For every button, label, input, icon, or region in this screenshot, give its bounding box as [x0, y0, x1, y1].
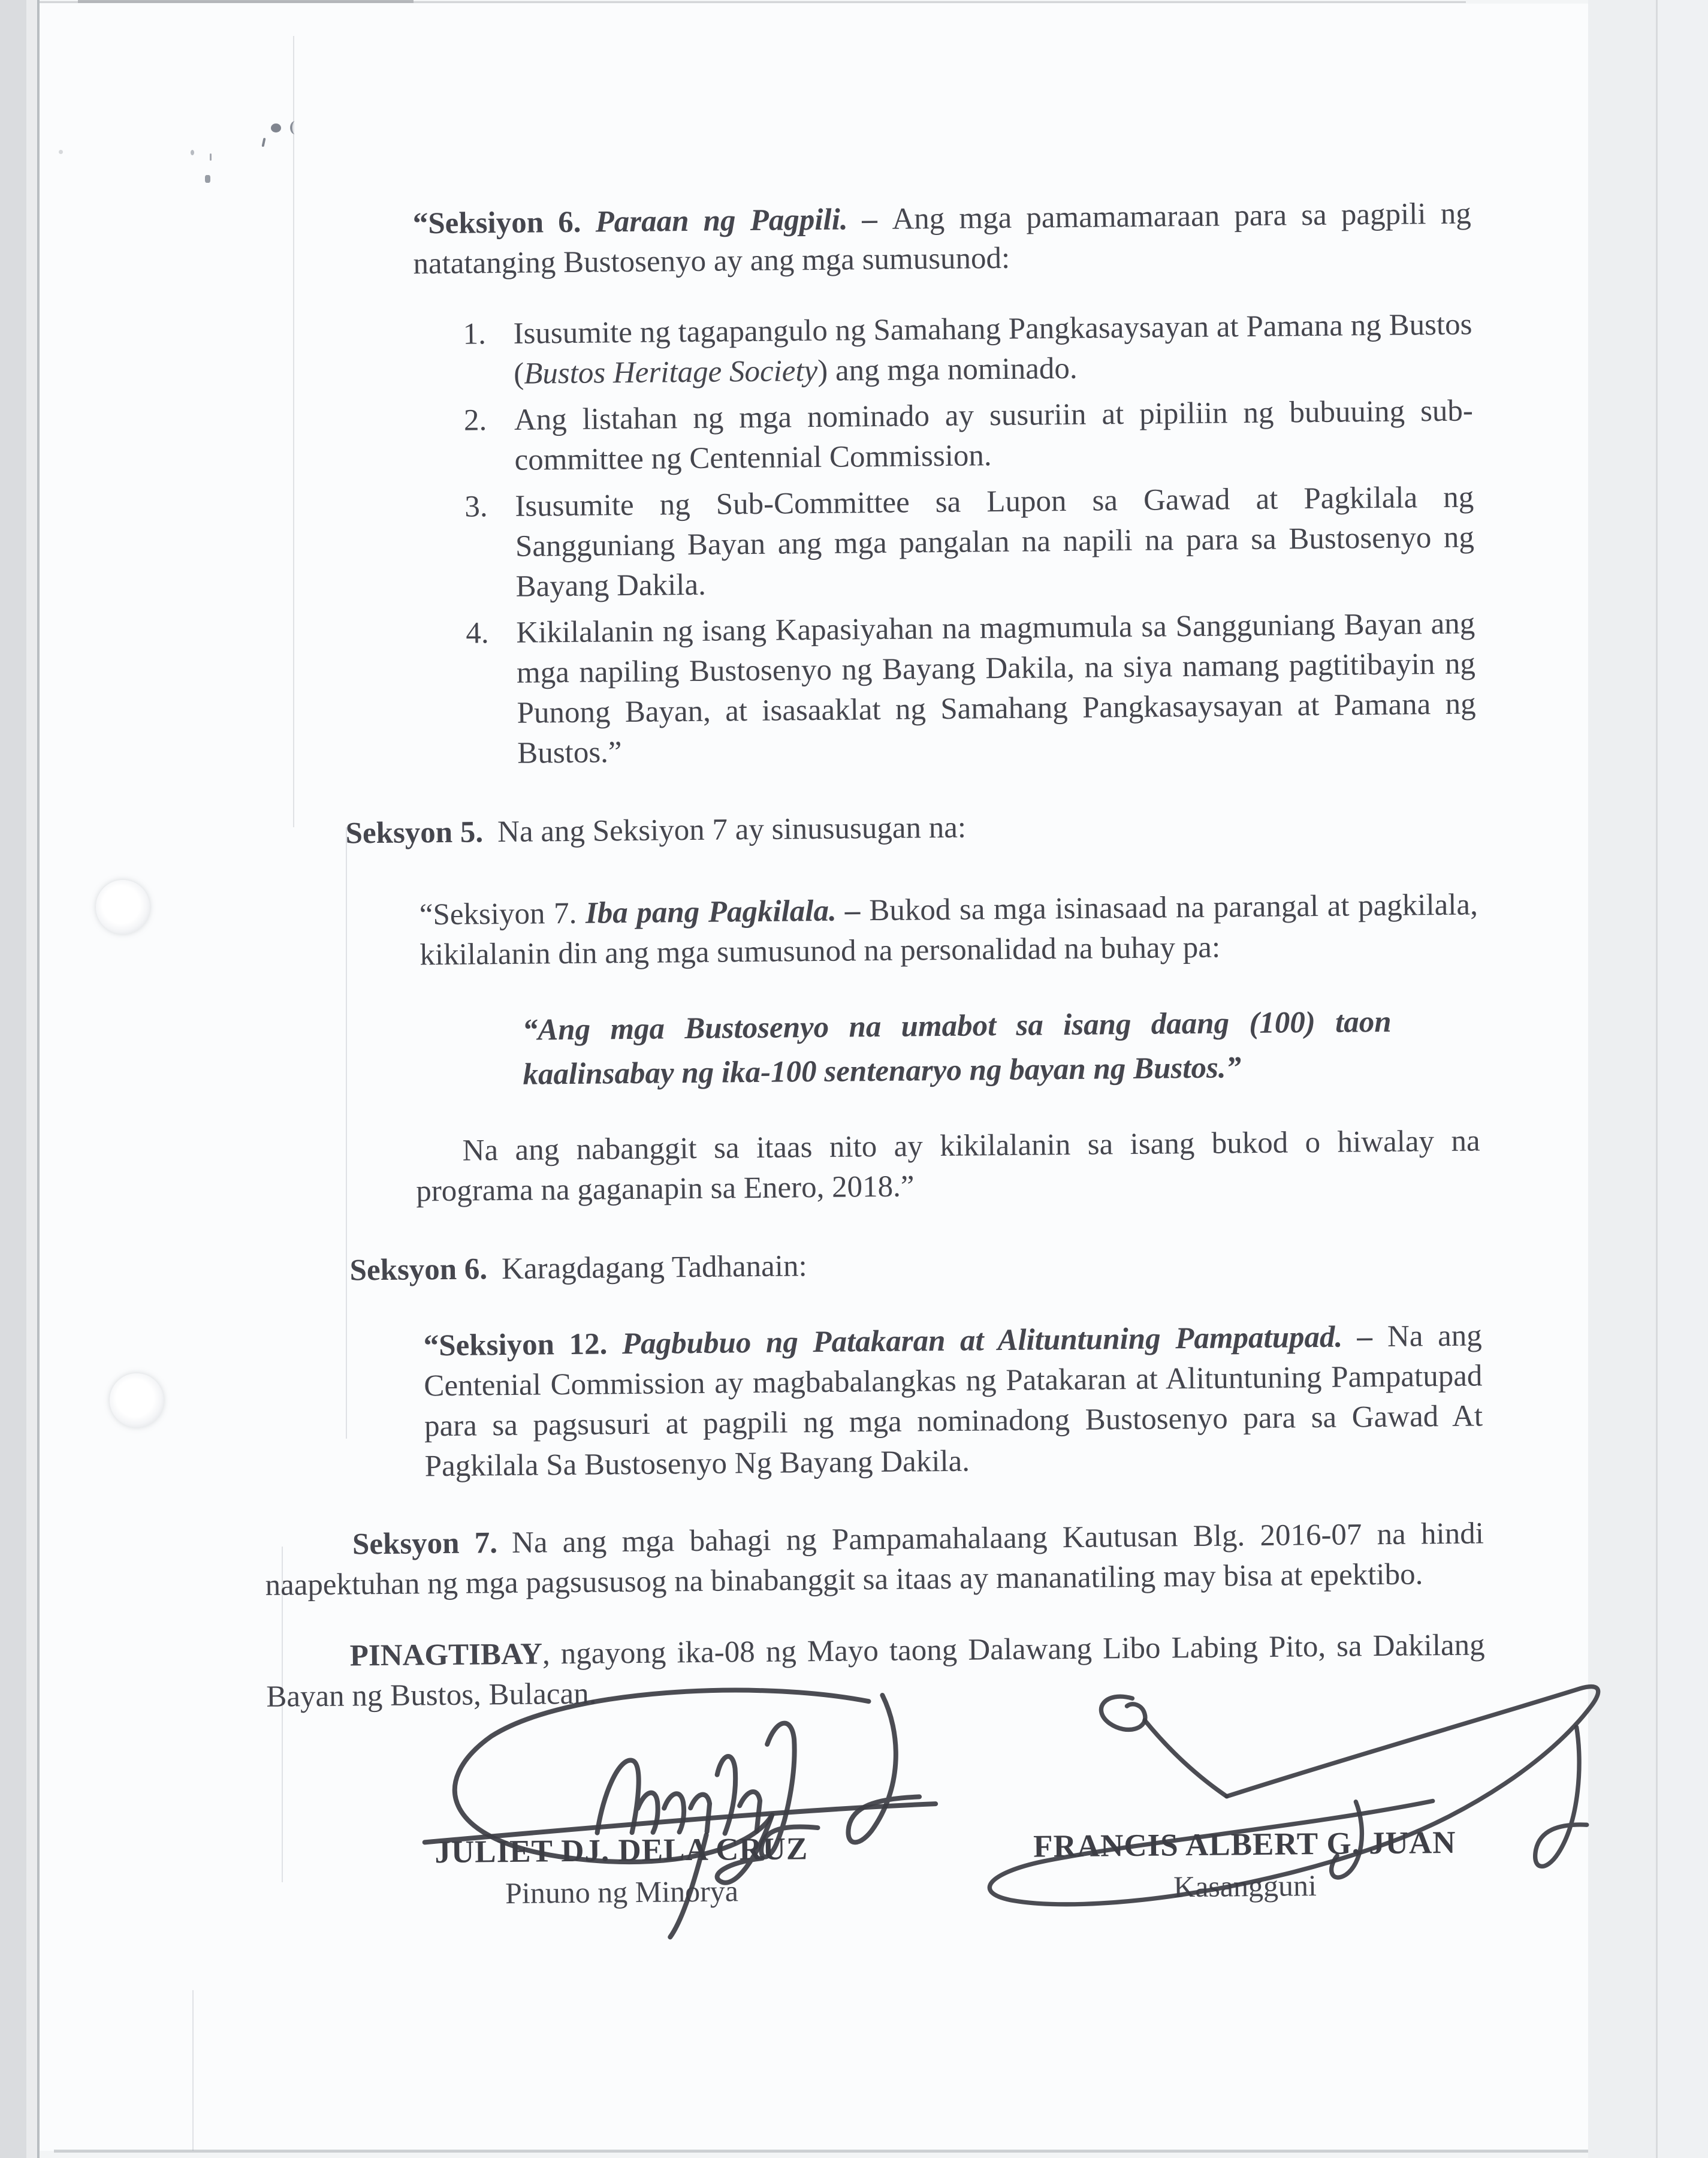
section-7-label: “Seksiyon 7.: [419, 896, 586, 932]
section-12-title: Pagbubuo ng Patakaran at Alituntuning Pampatupad. –: [621, 1319, 1388, 1361]
ink-smudge: [210, 153, 212, 161]
list-item: [463, 305, 1472, 394]
hole-punch-bottom: [110, 1373, 164, 1427]
section-6-quoted-paragraph: [412, 194, 1471, 284]
section-7f-text: Na ang mga bahagi ng Pampamahalaang Kautusan Blg. 2016-07 na hindi naapektuhan ng mga pagsususog na binabanggit sa itaas ay mananatiling may bisa at epektibo.: [265, 1517, 1484, 1602]
list-item-italic-run: Bustos Heritage Society: [523, 354, 818, 391]
pinagtibay-label: PINAGTIBAY: [349, 1637, 543, 1673]
section-7-final-paragraph: [265, 1514, 1484, 1606]
signatory-title: Pinuno ng Minorya: [505, 1874, 739, 1910]
document-body: [252, 163, 1487, 1957]
section-5-heading: [345, 803, 1477, 854]
recognition-program-paragraph: Na ang nabanggit sa itaas nito ay kikilalanin sa isang bukod o hiwalay na programa na gaganapin sa Enero, 2018.”: [416, 1124, 1480, 1208]
centennial-quote: “Ang mga Bustosenyo na umabot sa isang daang (100) taon kaalinsabay ng ika-100 sentenaryo ng bayan ng Bustos.”: [522, 1005, 1392, 1092]
enactment-paragraph: [265, 1625, 1485, 1717]
section-7-title: Iba pang Pagkilala. –: [585, 894, 870, 930]
list-item: [466, 604, 1476, 774]
section-6-title: Paraan ng Pagpili. –: [595, 202, 892, 239]
signatory-name: FRANCIS ALBERT G. JUAN: [1033, 1825, 1456, 1864]
signatory-left: [358, 1830, 886, 1915]
list-item-text: [516, 604, 1476, 773]
section-6-label: “Seksiyon 6.: [412, 205, 596, 241]
list-item-number: 2.: [463, 403, 487, 438]
signatory-right: [1017, 1825, 1473, 1909]
scanner-edge-strip: [0, 0, 26, 2158]
section-6b-label: Seksyon 6.: [349, 1252, 488, 1288]
section-7-text: Bukod sa mga isinasaad na parangal at pagkilala, kikilalanin din ang mga sumusunod na personalidad na buhay pa:: [420, 888, 1478, 972]
section-12-label: “Seksiyon 12.: [423, 1327, 623, 1363]
section-6-text: Ang mga pamamamaraan para sa pagpili ng natatanging Bustosenyo ay ang mga sumusunod:: [413, 197, 1471, 281]
ink-smudge: [271, 123, 281, 132]
hole-punch-top: [96, 880, 150, 934]
section-7-quoted-paragraph: [420, 885, 1478, 975]
ink-smudge: [290, 121, 300, 134]
list-item-number: 3.: [464, 490, 488, 524]
list-item-number: 1.: [463, 317, 487, 351]
list-item-text: [514, 391, 1474, 480]
list-item-text-run: ) ang mga nominado.: [817, 351, 1078, 388]
ink-smudge: [205, 175, 210, 183]
section-7f-label: Seksyon 7.: [352, 1526, 498, 1562]
list-item-text-run: Isusumite ng tagapangulo ng Samahang Pangkasaysayan at Pamana ng Bustos (: [513, 308, 1472, 391]
numbered-list: [463, 305, 1476, 774]
list-item-text-run: Kikilalanin ng isang Kapasiyahan na magmumula sa Sangguniang Bayan ang mga napiling Bustosenyo ng Bayang Dakila, na siya namang pagtitibayin ng Punong Bayan, at isasaaklat ng Samahang Pangkasaysayan at Pamana ng Bustos.”: [516, 607, 1476, 770]
paper-stack-edge: [26, 0, 38, 2158]
list-item: [464, 391, 1474, 481]
list-item: [464, 477, 1475, 607]
ink-smudge: [59, 150, 63, 154]
list-item-text-run: Isusumite ng Sub-Committee sa Lupon sa Gawad at Pagkilala ng Sangguniang Bayan ang mga pangalan na napili na para sa Bustosenyo ng Bayang Dakila.: [515, 480, 1475, 604]
scan-bottom-edge: [54, 2150, 1588, 2153]
section-12-text: Na ang Centenial Commission ay magbabalangkas ng Patakaran at Alituntuning Pampatupad para sa pagsusuri at pagpili ng mga nominadong Bustosenyo para sa Gawad At Pagkilala Sa Bustosenyo Ng Bayang Dakila.: [424, 1319, 1483, 1484]
pinagtibay-text: , ngayong ika-08 ng Mayo taong Dalawang Libo Labing Pito, sa Dakilang Bayan ng Bustos, Bulacan.: [266, 1628, 1485, 1714]
section-12-quoted-paragraph: [423, 1316, 1483, 1487]
signatory-name: JULIET DJ. DELA CRUZ: [434, 1831, 808, 1870]
scan-streak: [192, 1990, 194, 2151]
section-5-label: Seksyon 5.: [345, 815, 484, 851]
list-item-text-run: Ang listahan ng mga nominado ay susuriin at pipiliin ng bubuuing sub-committee ng Centennial Commission.: [514, 394, 1474, 477]
signatory-title: Kasangguni: [1173, 1868, 1317, 1904]
section-5-text: Na ang Seksiyon 7 ay sinususugan na:: [497, 810, 967, 849]
section-6b-text: Karagdagang Tadhanain:: [501, 1249, 807, 1286]
ink-smudge: [191, 150, 194, 155]
list-item-text: [513, 305, 1472, 394]
list-item-number: 4.: [466, 616, 489, 650]
signature-block: [267, 1771, 1488, 1957]
underlying-page-strip-2: [1658, 0, 1708, 2158]
list-item-text: [515, 477, 1475, 607]
scan-top-edge: [40, 1, 1466, 3]
section-6-heading: [349, 1240, 1481, 1291]
